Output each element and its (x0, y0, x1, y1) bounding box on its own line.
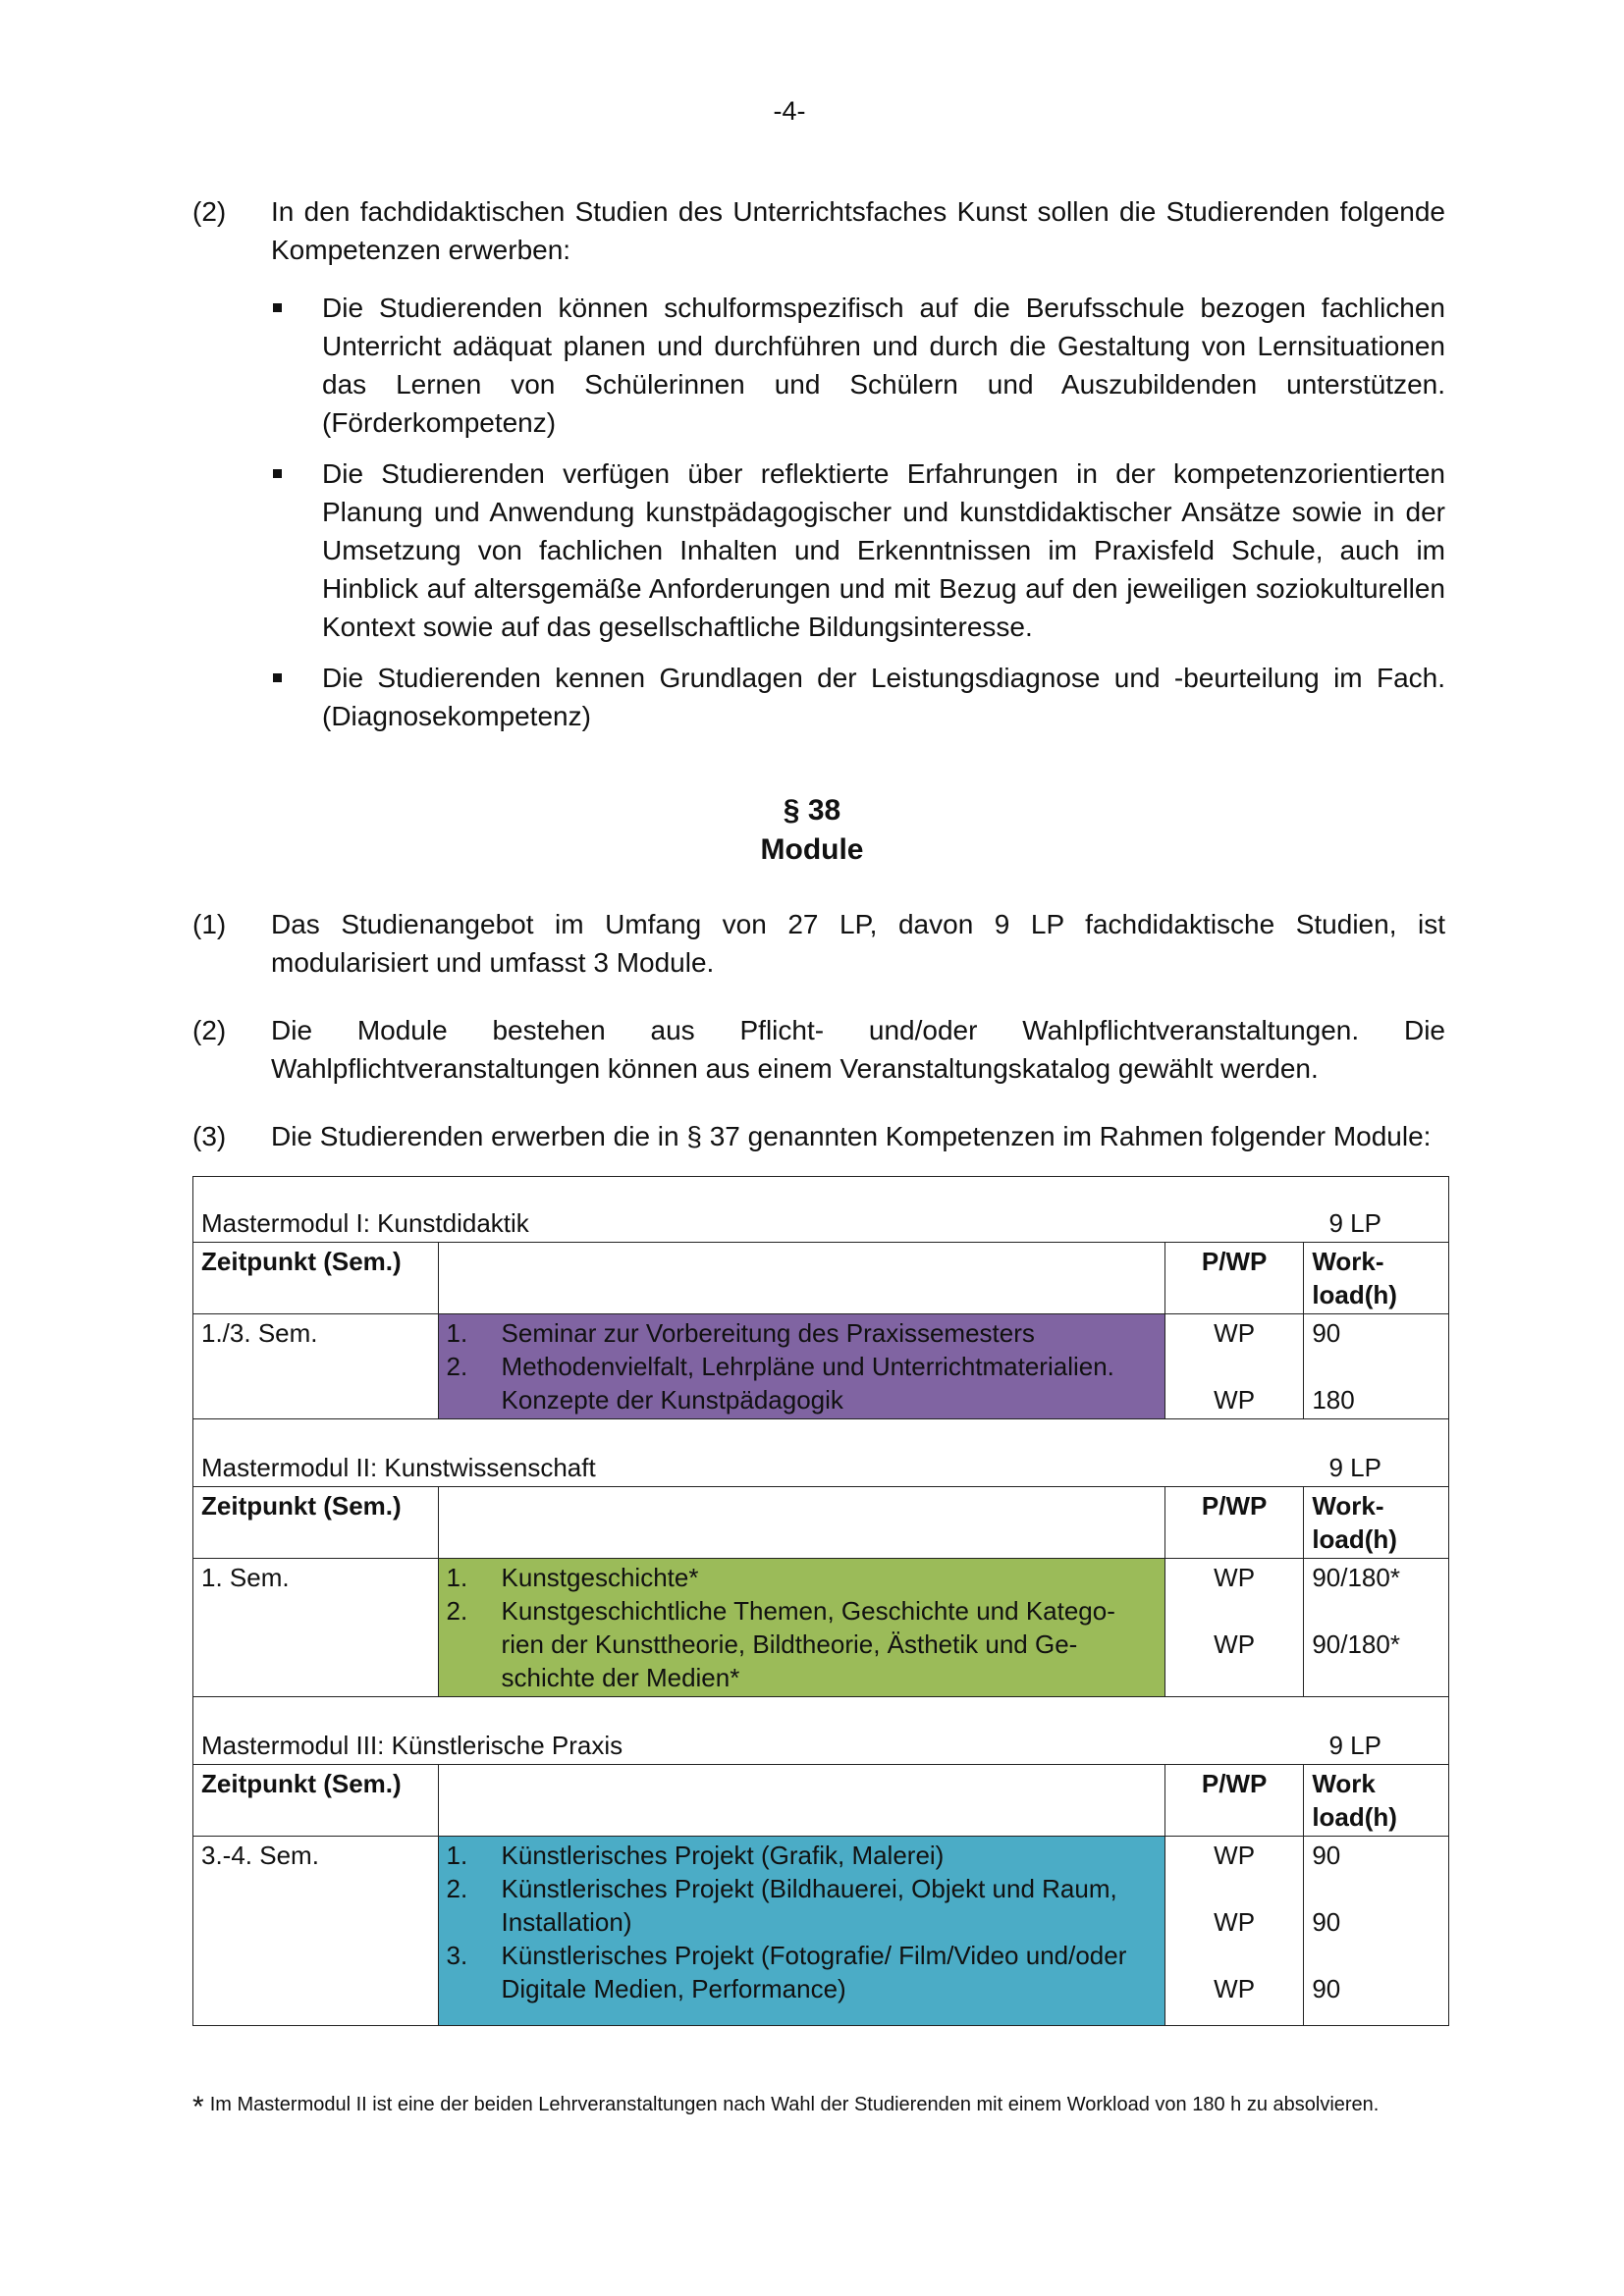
workload-cell: 90/180* 90/180* (1304, 1559, 1449, 1697)
pwp-cell: WP WP (1164, 1314, 1303, 1419)
page-number: -4- (773, 96, 806, 126)
list-item: Die Studierenden kennen Grundlagen der Leistungsdiagnose und -beurteilung im Fach. (Diagnosekompetenz) (269, 659, 1445, 735)
course-item: 2. Methodenvielfalt, Lehrpläne und Unterrichtmaterialien. Konzepte der Kunstpädagogik (446, 1352, 1114, 1415)
course-item: 2. Kunstgeschichtliche Themen, Geschichte und Katego- rien der Kunsttheorie, Bildtheorie, Ästhetik und Ge- schichte der Medien* (446, 1596, 1115, 1692)
module-title-row (193, 1419, 1449, 1487)
pwp-cell: WP WP (1164, 1559, 1303, 1697)
courses-cell (438, 1837, 1164, 2026)
pwp-cell: WP WP WP (1164, 1837, 1303, 2026)
paragraph-text: In den fachdidaktischen Studien des Unterrichtsfaches Kunst sollen die Studierenden folgende Kompetenzen erwerben: (271, 196, 1445, 265)
header-zeitpunkt: Zeitpunkt (Sem.) (193, 1243, 439, 1314)
paragraph-text: Die Module bestehen aus Pflicht- und/oder Wahlpflichtveranstaltungen. Die Wahlpflichtveranstaltungen können aus einem Veranstaltungskatalog gewählt werden. (271, 1015, 1445, 1084)
course-item: 1. Kunstgeschichte* (446, 1563, 699, 1592)
module-title: Mastermodul I: Kunstdidaktik (201, 1208, 529, 1238)
bullet-square-icon (273, 673, 282, 682)
table-header-row (193, 1487, 1449, 1559)
module-title: Mastermodul II: Kunstwissenschaft (201, 1453, 596, 1482)
course-item: 1. Künstlerisches Projekt (Grafik, Malerei) (446, 1841, 945, 1870)
footnote (192, 2091, 1379, 2124)
header-workload: Work-load(h) (1304, 1487, 1449, 1559)
table-row (193, 1837, 1449, 2026)
zeitpunkt-cell: 1./3. Sem. (193, 1314, 439, 1419)
workload-cell: 90 90 90 (1304, 1837, 1449, 2026)
list-item: Die Studierenden können schulformspezifisch auf die Berufsschule bezogen fachlichen Unterricht adäquat planen und durchführen und durch die Gestaltung von Lernsituationen das Lernen von Schülerinnen und Schülern und Auszubildenden unterstützen. (Förderkompetenz) (269, 289, 1445, 442)
module-title-row (193, 1177, 1449, 1243)
paragraph-text: Die Studierenden erwerben die in § 37 genannten Kompetenzen im Rahmen folgender Module: (271, 1121, 1432, 1151)
paragraph-number: (2) (192, 1015, 227, 1045)
header-workload: Work-load(h) (1304, 1243, 1449, 1314)
paragraph-number: (3) (192, 1121, 227, 1151)
header-zeitpunkt: Zeitpunkt (Sem.) (193, 1765, 439, 1837)
section-title: Module (760, 833, 864, 866)
courses-cell (438, 1559, 1164, 1697)
header-workload: Work load(h) (1304, 1765, 1449, 1837)
table-header-row (193, 1243, 1449, 1314)
table-header-row (193, 1765, 1449, 1837)
table-row (193, 1314, 1449, 1419)
courses-cell (438, 1314, 1164, 1419)
paragraph-2 (192, 1011, 1445, 1088)
section-number: § 38 (783, 794, 841, 827)
footnote-text: Im Mastermodul II ist eine der beiden Lehrveranstaltungen nach Wahl der Studierenden mit einem Workload von 180 h zu absolvieren. (209, 2094, 1380, 2115)
header-empty (438, 1487, 1164, 1559)
paragraph-text: Das Studienangebot im Umfang von 27 LP, davon 9 LP fachdidaktische Studien, ist modularisiert und umfasst 3 Module. (271, 909, 1445, 978)
zeitpunkt-cell: 1. Sem. (193, 1559, 439, 1697)
header-pwp: P/WP (1164, 1487, 1303, 1559)
course-item: 2. Künstlerisches Projekt (Bildhauerei, Objekt und Raum, Installation) (446, 1874, 1117, 1937)
zeitpunkt-cell: 3.-4. Sem. (193, 1837, 439, 2026)
course-item: 3. Künstlerisches Projekt (Fotografie/ Film/Video und/oder Digitale Medien, Performance) (446, 1941, 1127, 2003)
modules-table (192, 1176, 1449, 2026)
workload-cell: 90 180 (1304, 1314, 1449, 1419)
paragraph-number: (2) (192, 196, 227, 227)
header-zeitpunkt: Zeitpunkt (Sem.) (193, 1487, 439, 1559)
footnote-star: * (192, 2091, 204, 2123)
competence-list (269, 289, 1445, 748)
module-title-row (193, 1697, 1449, 1765)
list-item: Die Studierenden verfügen über reflektierte Erfahrungen in der kompetenzorientierten Planung und Anwendung kunstpädagogischer und kunstdidaktischer Ansätze sowie in der Umsetzung von fachlichen Inhalten und Erkenntnissen im Praxisfeld Schule, auch im Hinblick auf altersgemäße Anforderungen und mit Bezug auf den jeweiligen soziokulturellen Kontext sowie auf das gesellschaftliche Bildungsinteresse. (269, 454, 1445, 646)
course-item: 1. Seminar zur Vorbereitung des Praxissemesters (446, 1318, 1035, 1348)
bullet-square-icon (273, 469, 282, 478)
bullet-square-icon (273, 303, 282, 312)
module-lp: 9 LP (1328, 1731, 1381, 1760)
paragraph-3 (192, 1117, 1445, 1155)
header-empty (438, 1243, 1164, 1314)
header-empty (438, 1765, 1164, 1837)
paragraph-1 (192, 905, 1445, 982)
intro-paragraph (192, 192, 1445, 269)
module-lp: 9 LP (1328, 1208, 1381, 1238)
header-pwp: P/WP (1164, 1243, 1303, 1314)
header-pwp: P/WP (1164, 1765, 1303, 1837)
module-title: Mastermodul III: Künstlerische Praxis (201, 1731, 623, 1760)
module-lp: 9 LP (1328, 1453, 1381, 1482)
paragraph-number: (1) (192, 909, 227, 939)
table-row (193, 1559, 1449, 1697)
